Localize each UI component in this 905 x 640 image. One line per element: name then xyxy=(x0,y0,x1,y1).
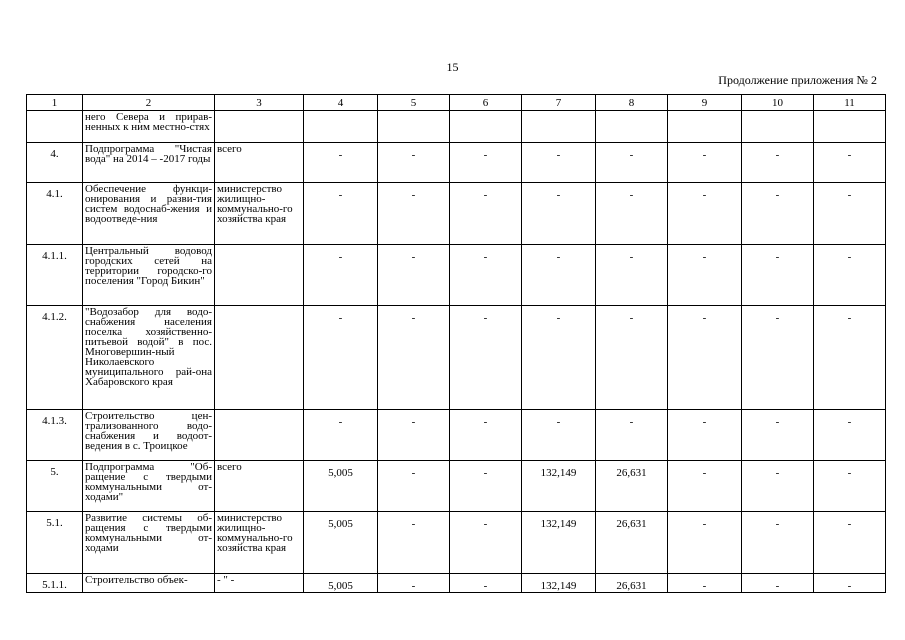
table-row xyxy=(27,461,886,512)
row-value: - xyxy=(450,143,522,183)
row-value: 5,005 xyxy=(304,512,378,574)
row-number xyxy=(27,111,83,143)
row-value: - xyxy=(378,410,450,461)
row-number: 4. xyxy=(27,143,83,183)
row-value: - xyxy=(742,574,814,593)
row-value: - xyxy=(304,410,378,461)
row-value: - xyxy=(668,461,742,512)
row-value: - xyxy=(522,306,596,410)
table-row xyxy=(27,306,886,410)
row-value: - xyxy=(814,410,886,461)
row-number: 5. xyxy=(27,461,83,512)
row-value: - xyxy=(814,512,886,574)
row-value: - xyxy=(304,245,378,306)
row-value: - xyxy=(742,461,814,512)
row-value: - xyxy=(742,410,814,461)
column-header: 8 xyxy=(596,95,668,111)
row-value: - xyxy=(522,410,596,461)
row-value: - xyxy=(450,512,522,574)
table-row xyxy=(27,512,886,574)
row-value: - xyxy=(378,245,450,306)
row-value: - xyxy=(814,245,886,306)
row-value: - xyxy=(668,245,742,306)
row-executor: министерство жилищно-коммунально-го хозяйства края xyxy=(215,183,304,245)
row-value: 26,631 xyxy=(596,512,668,574)
row-name: Обеспечение функци-онирования и разви-тия систем водоснаб-жения и водоотведе-ния xyxy=(83,183,215,245)
row-value: - xyxy=(304,143,378,183)
row-value: - xyxy=(450,245,522,306)
row-value: - xyxy=(814,574,886,593)
row-executor: всего xyxy=(215,143,304,183)
column-header: 4 xyxy=(304,95,378,111)
row-name: Подпрограмма "Чистая вода" на 2014 – -2017 годы xyxy=(83,143,215,183)
row-number: 4.1.3. xyxy=(27,410,83,461)
row-value: - xyxy=(668,574,742,593)
row-name: Строительство объек- xyxy=(83,574,215,593)
column-header: 2 xyxy=(83,95,215,111)
row-value: - xyxy=(596,306,668,410)
row-executor: - " - xyxy=(215,574,304,593)
table-row xyxy=(27,574,886,593)
row-number: 4.1. xyxy=(27,183,83,245)
column-header: 6 xyxy=(450,95,522,111)
column-header: 5 xyxy=(378,95,450,111)
page-number: 15 xyxy=(446,60,459,74)
row-value: 5,005 xyxy=(304,574,378,593)
row-value xyxy=(378,111,450,143)
row-value: - xyxy=(522,245,596,306)
row-number: 4.1.2. xyxy=(27,306,83,410)
table-row xyxy=(27,143,886,183)
column-header: 10 xyxy=(742,95,814,111)
row-value: - xyxy=(450,183,522,245)
row-name: Подпрограмма "Об-ращение с твердыми коммунальными от-ходами" xyxy=(83,461,215,512)
row-value: 5,005 xyxy=(304,461,378,512)
row-name: него Севера и прирав-ненных к ним местно-стях xyxy=(83,111,215,143)
row-value: - xyxy=(378,143,450,183)
row-value: - xyxy=(668,183,742,245)
row-value xyxy=(668,111,742,143)
row-value: - xyxy=(304,183,378,245)
row-value: 132,149 xyxy=(522,461,596,512)
row-value: - xyxy=(522,143,596,183)
column-header: 7 xyxy=(522,95,596,111)
row-number: 5.1.1. xyxy=(27,574,83,593)
row-executor xyxy=(215,245,304,306)
table-row xyxy=(27,245,886,306)
row-value xyxy=(522,111,596,143)
row-value: - xyxy=(596,410,668,461)
row-value: - xyxy=(596,143,668,183)
row-value: - xyxy=(668,512,742,574)
row-value: 26,631 xyxy=(596,574,668,593)
column-header: 9 xyxy=(668,95,742,111)
row-value: 132,149 xyxy=(522,574,596,593)
row-value: - xyxy=(450,461,522,512)
row-executor xyxy=(215,111,304,143)
table-row xyxy=(27,111,886,143)
row-value xyxy=(596,111,668,143)
row-value: - xyxy=(742,306,814,410)
row-value: - xyxy=(668,306,742,410)
row-value: - xyxy=(742,183,814,245)
row-value: - xyxy=(596,245,668,306)
row-value: - xyxy=(814,143,886,183)
row-executor: всего xyxy=(215,461,304,512)
header-row xyxy=(27,95,886,111)
row-executor xyxy=(215,306,304,410)
row-value: - xyxy=(378,183,450,245)
row-value: - xyxy=(814,183,886,245)
row-name: Центральный водовод городских сетей на территории городско-го поселения "Город Бикин" xyxy=(83,245,215,306)
row-value: - xyxy=(378,461,450,512)
table-row xyxy=(27,183,886,245)
continuation-label: Продолжение приложения № 2 xyxy=(718,73,877,87)
row-value: - xyxy=(742,143,814,183)
row-name: Развитие системы об-ращения с твердыми коммунальными от-ходами xyxy=(83,512,215,574)
row-value: - xyxy=(304,306,378,410)
row-value: - xyxy=(522,183,596,245)
row-executor: министерство жилищно-коммунально-го хозяйства края xyxy=(215,512,304,574)
column-header: 1 xyxy=(27,95,83,111)
row-number: 5.1. xyxy=(27,512,83,574)
row-value: - xyxy=(668,143,742,183)
row-value xyxy=(450,111,522,143)
row-value: - xyxy=(450,306,522,410)
row-value: - xyxy=(596,183,668,245)
row-value: - xyxy=(668,410,742,461)
row-value: - xyxy=(742,512,814,574)
row-value xyxy=(304,111,378,143)
row-value xyxy=(742,111,814,143)
row-value: - xyxy=(378,574,450,593)
row-value: - xyxy=(450,410,522,461)
row-value: - xyxy=(814,461,886,512)
row-value: - xyxy=(450,574,522,593)
row-value: 26,631 xyxy=(596,461,668,512)
row-name: "Водозабор для водо-снабжения населения поселка хозяйственно-питьевой водой" в пос. Многовершин-ный Николаевского муниципального рай-она Хабаровского края xyxy=(83,306,215,410)
data-table xyxy=(26,94,886,593)
row-executor xyxy=(215,410,304,461)
row-number: 4.1.1. xyxy=(27,245,83,306)
row-value xyxy=(814,111,886,143)
row-value: - xyxy=(814,306,886,410)
row-value: - xyxy=(378,512,450,574)
column-header: 11 xyxy=(814,95,886,111)
table-row xyxy=(27,410,886,461)
row-name: Строительство цен-трализованного водо-снабжения и водоот-ведения в с. Троицкое xyxy=(83,410,215,461)
row-value: - xyxy=(378,306,450,410)
row-value: - xyxy=(742,245,814,306)
row-value: 132,149 xyxy=(522,512,596,574)
column-header: 3 xyxy=(215,95,304,111)
